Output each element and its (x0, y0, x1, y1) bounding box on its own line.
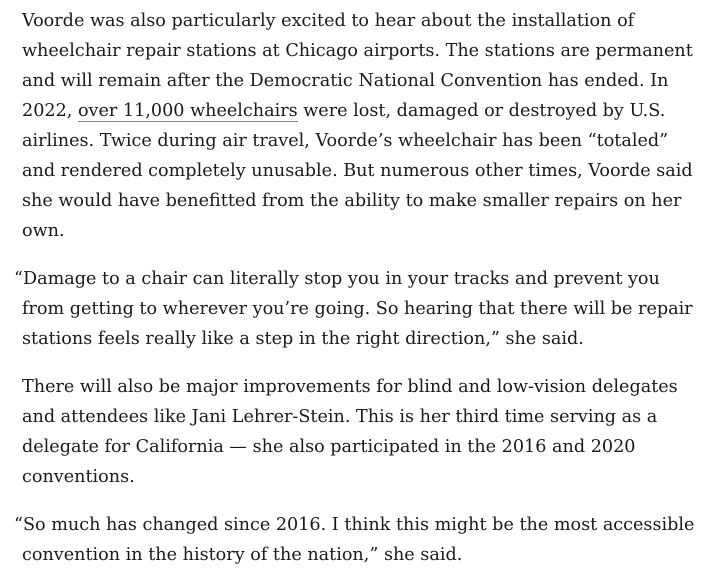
paragraph-wheelchair-repair (22, 6, 702, 246)
wheelchairs-statistic-link[interactable]: over 11,000 wheelchairs (77, 101, 298, 121)
quote-damage-to-chair: “Damage to a chair can literally stop you in your tracks and prevent you from getting to wherever you’re going. So hearing that there will be repair stations feels really like a step in the right direction,” she said. (14, 269, 693, 349)
paragraph-text: were lost, damaged or destroyed by U.S. airlines. Twice during air travel, Voorde’s wheelchair has been “totaled” and rendered completely unusable. But numerous other times, Voorde said she would have benefitted from the ability to make smaller repairs on her own. (22, 101, 693, 241)
paragraph-text: Voorde was also particularly excited to hear about the installation of wheelchair repair stations at Chicago airports. The stations are permanent and will remain after the Democratic National Convention has ended. In 2022, (22, 11, 693, 121)
quote-most-accessible: “So much has changed since 2016. I think this might be the most accessible convention in the history of the nation,” she said. (14, 515, 695, 565)
article-body (14, 6, 702, 588)
paragraph-blind-delegates: There will also be major improvements for blind and low-vision delegates and attendees like Jani Lehrer-Stein. This is her third time serving as a delegate for California — she also participated in the 2016 and 2020 conventions. (22, 377, 678, 487)
